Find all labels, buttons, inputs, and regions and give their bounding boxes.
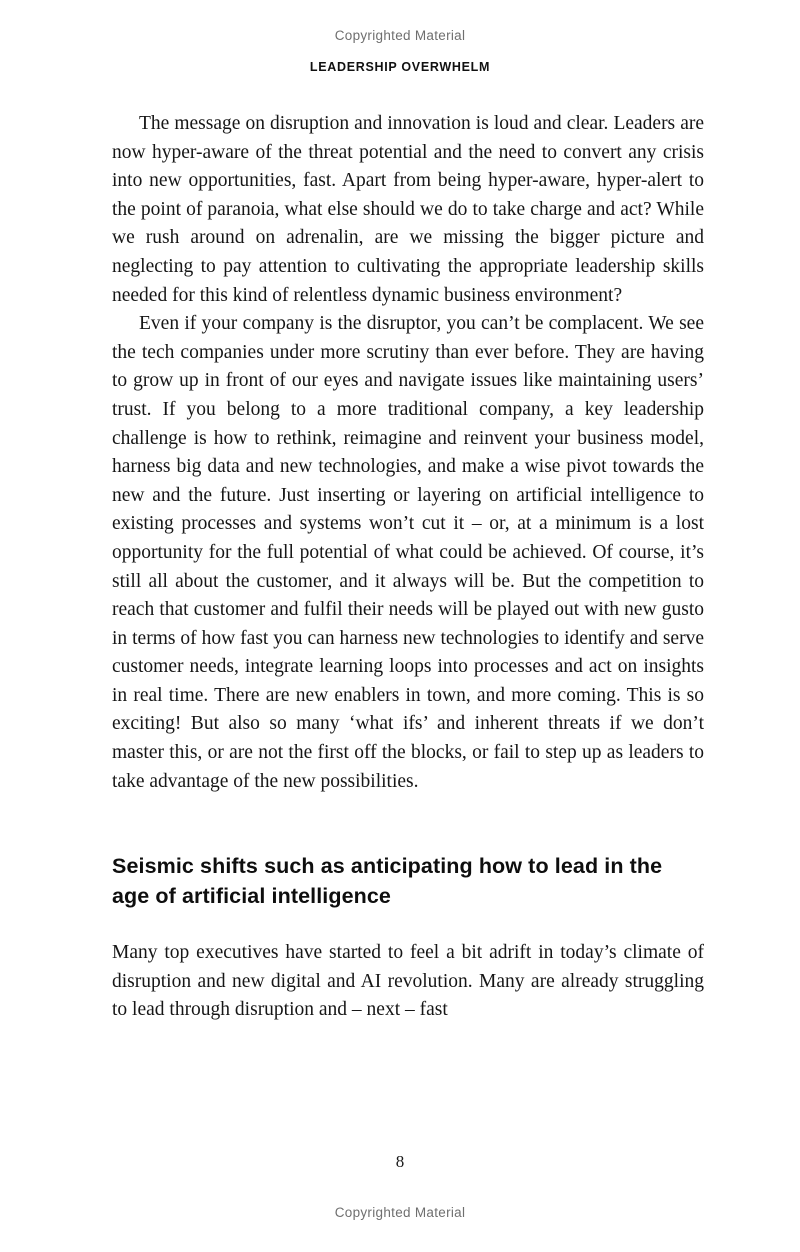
paragraph-3: Many top executives have started to feel a bit adrift in today’s climate of disruption and new digital and AI revolution. Many are already struggling to lead through disruption and – next – fast <box>112 942 704 1021</box>
copyright-notice-top: Copyrighted Material <box>334 28 466 43</box>
paragraph-2: Even if your company is the disruptor, you can’t be complacent. We see the tech companies under more scrutiny than ever before. They are having to grow up in front of our eyes and navigate issues like maintaining users’ trust. If you belong to a more traditional company, a key leadership challenge is how to rethink, reimagine and reinvent your business model, harness big data and new technologies, and make a wise pivot towards the new and the future. Just inserting or layering on artificial intelligence to existing processes and systems won’t cut it – or, at a minimum is a lost opportunity for the full potential of what could be achieved. Of course, it’s still all about the customer, and it always will be. But the competition to reach that customer and fulfil their needs will be played out with new gusto in terms of how fast you can harness new technologies to identify and serve customer needs, integrate learning loops into processes and act on insights in real time. There are new enablers in town, and more coming. This is so exciting! But also so many ‘what ifs’ and inherent threats if we don’t master this, or are not the first off the blocks, or fail to step up as leaders to take advantage of the new possibilities. <box>112 313 704 792</box>
copyright-notice-bottom: Copyrighted Material <box>334 1205 466 1220</box>
paragraph-1: The message on disruption and innovation is loud and clear. Leaders are now hyper-aware of the threat potential and the need to convert any crisis into new opportunities, fast. Apart from being hyper-aware, hyper-alert to the point of paranoia, what else should we do to take charge and act? While we rush around on adrenalin, are we missing the bigger picture and neglecting to pay attention to cultivating the appropriate leadership skills needed for this kind of relentless dynamic business environment? <box>112 113 704 306</box>
page-number: 8 <box>395 1152 405 1171</box>
running-header: LEADERSHIP OVERWHELM <box>309 60 491 74</box>
section-heading: Seismic shifts such as anticipating how to lead in the age of artificial intelligence <box>112 854 663 908</box>
page-body <box>112 110 704 1025</box>
